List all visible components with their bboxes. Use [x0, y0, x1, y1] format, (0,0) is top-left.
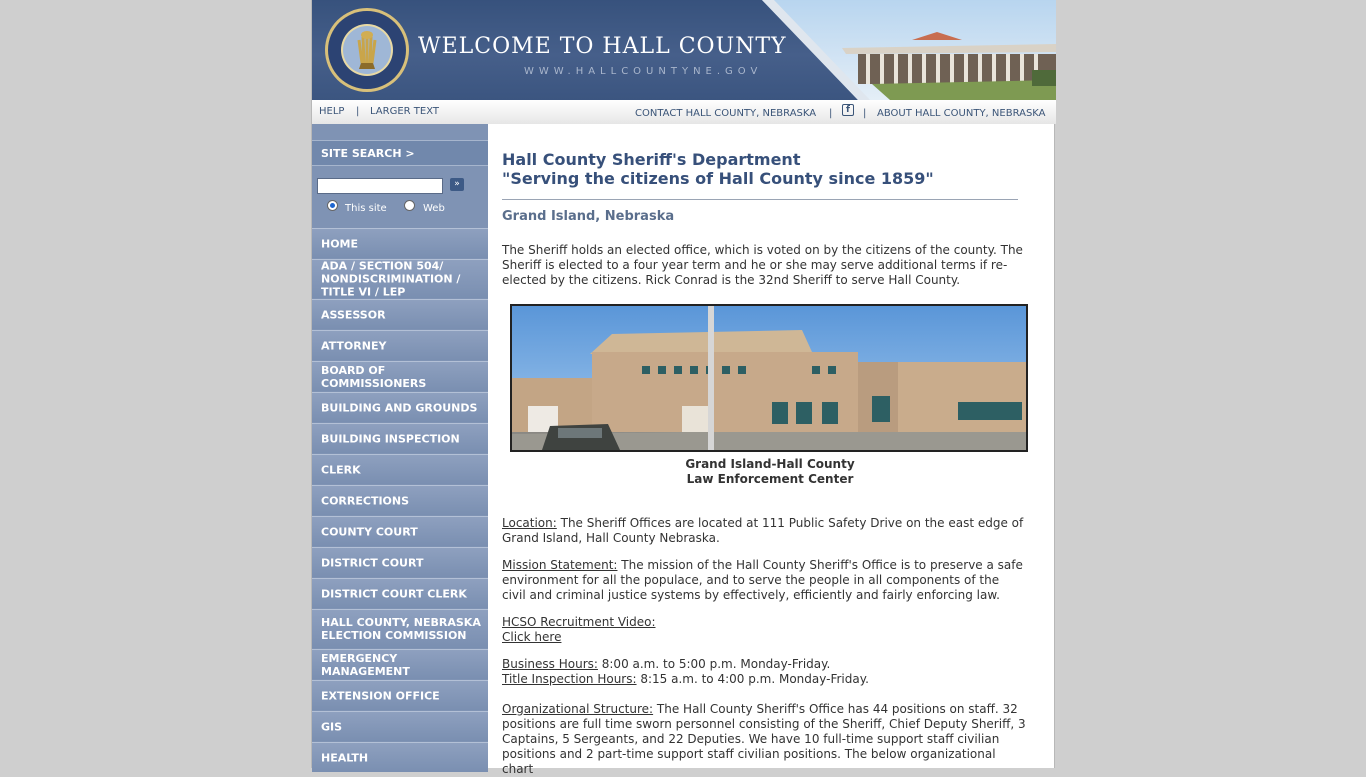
org-structure-label: Organizational Structure: [502, 702, 654, 716]
org-structure-paragraph [502, 702, 1026, 777]
sidebar-item-assessor[interactable] [312, 299, 488, 329]
video-label: HCSO Recruitment Video: [502, 615, 656, 629]
sidebar-item-label: HOME [321, 237, 359, 250]
search-input[interactable] [317, 178, 443, 194]
contact-link[interactable]: CONTACT HALL COUNTY, NEBRASKA [635, 108, 817, 119]
sidebar-item-clerk[interactable] [312, 454, 488, 484]
sidebar-item-health[interactable] [312, 742, 488, 772]
hours-paragraph [502, 657, 1026, 687]
location-label: Location: [502, 516, 557, 530]
site-search-header[interactable] [312, 140, 488, 166]
sidebar-item-label: DISTRICT COURT [321, 556, 424, 569]
sidebar-item-label: HEALTH [321, 751, 369, 764]
utility-separator: | [356, 106, 360, 117]
larger-text-link[interactable]: LARGER TEXT [370, 106, 439, 117]
website-url: WWW.HALLCOUNTYNE.GOV [524, 66, 763, 77]
title-inspection-hours-label: Title Inspection Hours: [502, 672, 637, 686]
mission-text: The mission of the Hall County Sheriff's Office is to preserve a safe environment for all the populace, and to serve the people in all components of the civil and criminal justice systems by effectively, efficiently and fairly enforcing law. [502, 558, 1023, 602]
title-divider [502, 199, 1018, 200]
sidebar-item-extension-office[interactable] [312, 680, 488, 710]
sidebar-item-building-inspection[interactable] [312, 423, 488, 453]
courthouse-photo [762, 0, 1056, 100]
mission-label: Mission Statement: [502, 558, 618, 572]
title-inspection-hours-text: 8:15 a.m. to 4:00 p.m. Monday-Friday. [636, 672, 869, 686]
search-go-button[interactable]: » [450, 178, 464, 191]
page-title-line1: Hall County Sheriff's Department [502, 150, 801, 169]
sidebar-item-label: BUILDING INSPECTION [321, 432, 460, 445]
sidebar-item-county-court[interactable] [312, 516, 488, 546]
business-hours-text: 8:00 a.m. to 5:00 p.m. Monday-Friday. [597, 657, 831, 671]
recruitment-video-link[interactable]: Click here [502, 630, 562, 644]
location-paragraph [502, 516, 1026, 546]
photo-caption [502, 457, 1038, 487]
sidebar-item-label: EXTENSION OFFICE [321, 689, 440, 702]
law-enforcement-center-photo [510, 304, 1028, 452]
main-content [502, 150, 1026, 777]
mission-paragraph [502, 558, 1026, 603]
utility-separator: | [829, 108, 833, 119]
page [311, 0, 1055, 776]
sidebar-item-label: CORRECTIONS [321, 494, 410, 507]
photo-caption-line2: Law Enforcement Center [686, 472, 854, 486]
radio-web-label: Web [423, 203, 445, 214]
help-link[interactable]: HELP [319, 106, 345, 117]
sidebar-item-building-and-grounds[interactable] [312, 392, 488, 422]
sidebar-item-attorney[interactable] [312, 330, 488, 360]
utility-bar [312, 100, 1056, 124]
sidebar [312, 124, 488, 768]
location-text: The Sheriff Offices are located at 111 Public Safety Drive on the east edge of Grand Island, Hall County Nebraska. [502, 516, 1024, 545]
header-banner [312, 0, 1056, 100]
about-link[interactable]: ABOUT HALL COUNTY, NEBRASKA [877, 108, 1046, 119]
photo-caption-line1: Grand Island-Hall County [685, 457, 855, 471]
sidebar-item-label: ADA / SECTION 504/ NONDISCRIMINATION / TITLE VI / LEP [321, 259, 461, 299]
video-paragraph [502, 615, 1026, 645]
radio-this-site[interactable] [327, 200, 338, 211]
sidebar-item-district-court[interactable] [312, 547, 488, 577]
sidebar-item-label: BOARD OF COMMISSIONERS [321, 363, 427, 390]
business-hours-label: Business Hours: [502, 657, 598, 671]
site-search-label: SITE SEARCH > [321, 147, 415, 160]
county-seal-logo[interactable] [324, 7, 410, 93]
page-title [502, 150, 1026, 188]
facebook-icon[interactable]: f [842, 104, 854, 116]
sidebar-item-gis[interactable] [312, 711, 488, 741]
sidebar-item-label: HALL COUNTY, NEBRASKA ELECTION COMMISSION [321, 616, 481, 642]
org-structure-text: The Hall County Sheriff's Office has 44 positions on staff. 32 positions are full time sworn personnel consisting of the Sheriff, Chief Deputy Sheriff, 3 Captains, 5 Sergeants, and 22 Deputies. We have 10 full-time support staff civilian positions and 2 part-time support staff civilian positions. The below organizational chart [502, 702, 1026, 776]
sidebar-item-label: DISTRICT COURT CLERK [321, 587, 467, 600]
sidebar-item-election-commission[interactable] [312, 609, 488, 648]
sidebar-item-district-court-clerk[interactable] [312, 578, 488, 608]
radio-this-site-label: This site [345, 203, 387, 214]
sidebar-item-label: COUNTY COURT [321, 525, 418, 538]
sidebar-item-emergency-management[interactable] [312, 649, 488, 679]
sidebar-item-label: EMERGENCY MANAGEMENT [321, 651, 410, 678]
sidebar-item-label: ATTORNEY [321, 339, 387, 352]
page-subtitle: Grand Island, Nebraska [502, 209, 675, 224]
sidebar-item-label: ASSESSOR [321, 308, 386, 321]
sidebar-item-home[interactable] [312, 228, 488, 258]
sidebar-item-label: GIS [321, 720, 343, 733]
intro-paragraph: The Sheriff holds an elected office, which is voted on by the citizens of the county. The Sheriff is elected to a four year term and he or she may serve additional terms if re-elected by the citizens. Rick Conrad is the 32nd Sheriff to serve Hall County. [502, 243, 1023, 287]
sidebar-nav [312, 228, 488, 773]
sidebar-item-label: CLERK [321, 463, 361, 476]
utility-separator: | [863, 108, 867, 119]
sidebar-item-label: BUILDING AND GROUNDS [321, 401, 478, 414]
welcome-heading: WELCOME TO HALL COUNTY [418, 34, 787, 59]
sidebar-item-corrections[interactable] [312, 485, 488, 515]
sidebar-item-board-of-commissioners[interactable] [312, 361, 488, 391]
sidebar-item-ada[interactable] [312, 259, 488, 298]
radio-web[interactable] [404, 200, 415, 211]
page-title-line2: "Serving the citizens of Hall County since 1859" [502, 169, 934, 188]
